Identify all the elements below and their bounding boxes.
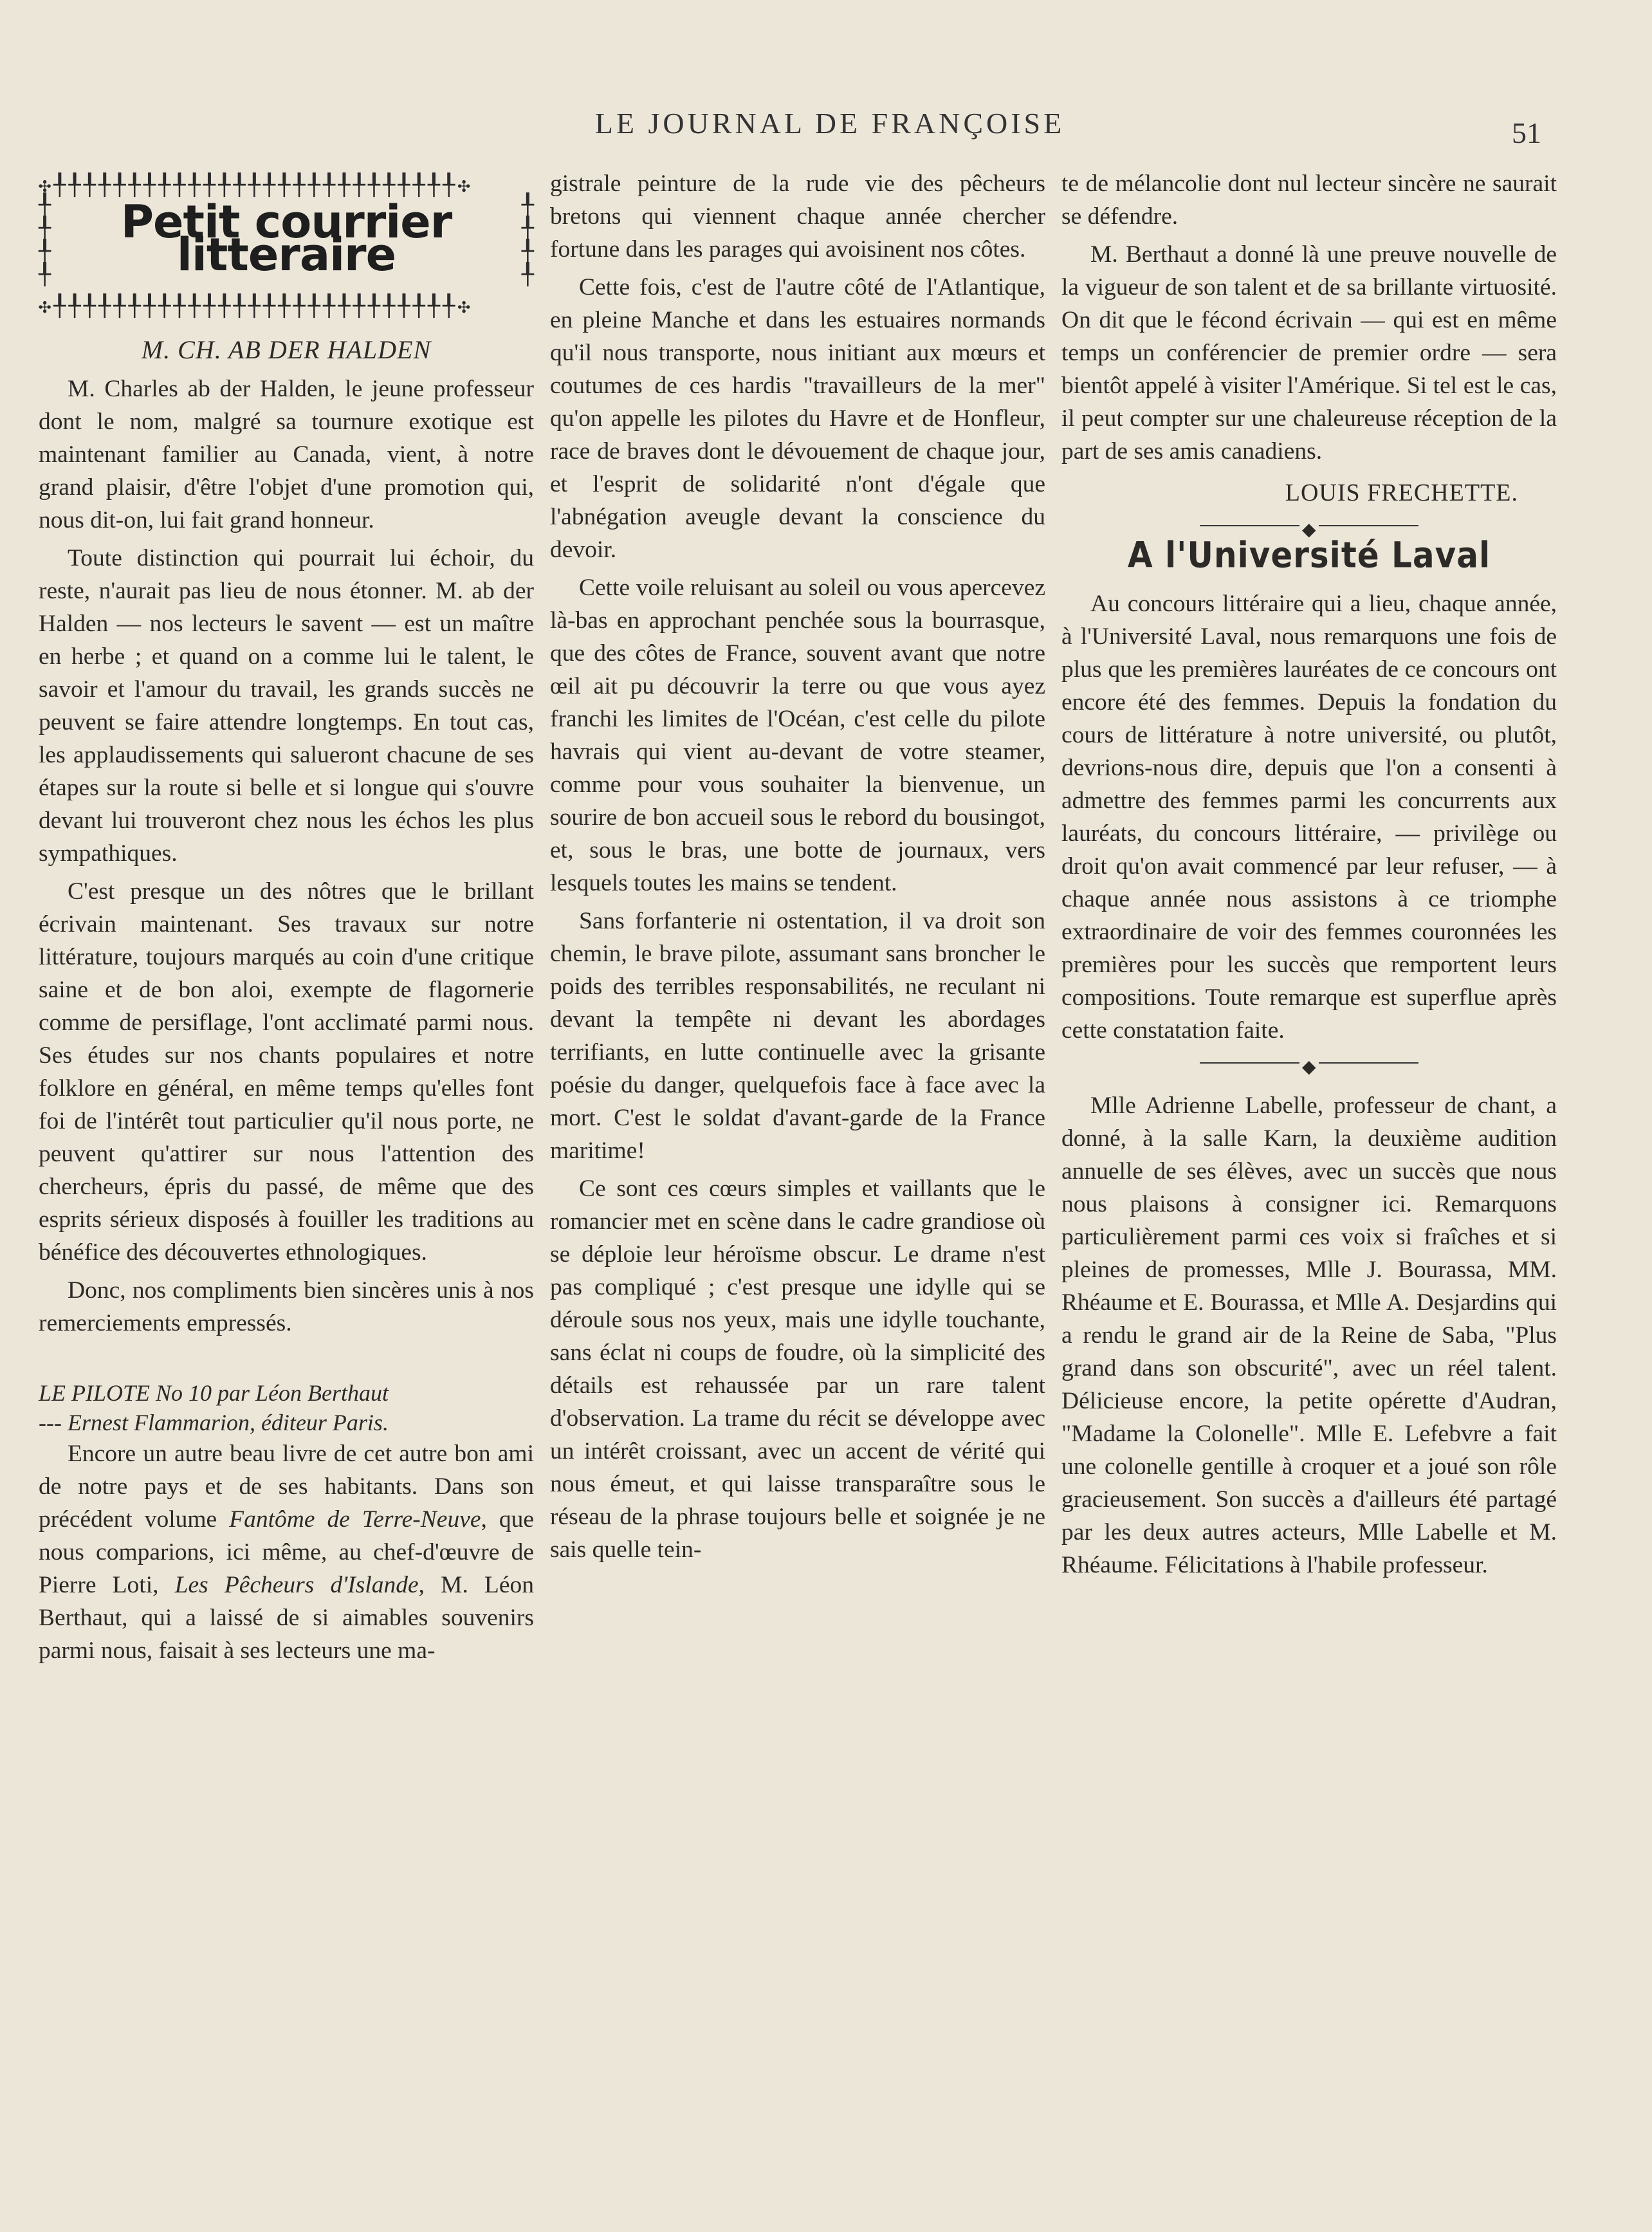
column-2 [550,167,1045,1566]
paragraph: gistrale peinture de la rude vie des pêcheurs bretons qui viennent chaque année chercher fortune dans les parages qui avoisinent nos côtes. [550,171,1045,263]
paragraph: M. Berthaut a donné là une preuve nouvelle de la vigueur de son talent et de sa brillante virtuosité. On dit que le fécond écrivain — qui est en même temps un conférencier de premier ordre — sera bientôt appelé à visiter l'Amérique. Si tel est le cas, il peut compter sur une chaleureuse réception de la part de ses amis canadiens. [1061,241,1557,465]
ornament-divider [1200,1053,1418,1077]
page-number: 51 [1512,116,1541,149]
review-text-c: , M. Léon Berthaut, qui a laissé de si aimables souvenirs parmi nous, faisait à ses lecteurs une ma- [39,1572,534,1664]
diamond-ornament-icon: ◆ [1299,513,1319,546]
paragraph: Cette fois, c'est de l'autre côté de l'Atlantique, en pleine Manche et dans les estuaires normands qu'il nous transporte, nous initiant aux mœurs et coutumes de ces hardis "travailleurs de la mer" qu'on appelle les pilotes du Havre et de Honfleur, race de braves dont le dévouement de chaque jour, et l'esprit de solidarité n'ont d'égale que l'abnégation aveugle devant la conscience du devoir. [550,274,1045,563]
section-heading: Petit courrier litteraire [120,196,452,281]
review-heading-line-1: LE PILOTE No 10 par Léon Berthaut [39,1380,389,1406]
paragraph: Mlle Adrienne Labelle, professeur de chant, a donné, à la salle Karn, la deuxième audition annuelle de ses élèves, avec un succès que nous nous plaisons à consigner ici. Remarquons particulièrement parmi ces voix si fraîches et si pleines de promesses, Mlle J. Bourassa, MM. Rhéaume et E. Bourassa, et Mlle A. Desjardins qui a rendu le grand air de la Reine de Saba, "Plus grand dans son obscurité", avec un réel talent. Délicieuse encore, la petite opérette d'Audran, "Madame la Colonelle". Mlle E. Lefebvre a fait une colonelle gentille à croquer et a joué son rôle gracieusement. Son succès a d'ailleurs été partagé par les deux autres acteurs, Mlle Labelle et M. Rhéaume. Félicitations à l'habile professeur. [1061,1093,1557,1578]
paragraph: Sans forfanterie ni ostentation, il va droit son chemin, le brave pilote, assumant sans broncher le poids des terribles responsabilités, ne reculant ni devant la tempête ni devant les abordages terrifiants, en lutte continuelle avec la grisante poésie du danger, quelquefois face à face avec la mort. C'est le soldat d'avant-garde de la France maritime! [550,908,1045,1164]
column-1 [39,167,534,1667]
section-title-laval: A l'Université Laval [1127,535,1491,576]
author-signature: LOUIS FRECHETTE. [1285,479,1518,506]
paragraph: Toute distinction qui pourrait lui échoir, du reste, n'aurait pas lieu de nous étonner. M. ab der Halden — nos lecteurs le savent — est un maître en herbe ; et quand on a comme lui le talent, le savoir et l'amour du travail, les grands succès ne peuvent se faire attendre longtemps. En tout cas, les applaudissements qui salueront chacune de ses étapes sur la route si belle et si longue qui s'ouvre devant lui trouveront chez nous les échos les plus sympathiques. [39,545,534,867]
paragraph: te de mélancolie dont nul lecteur sincère ne saurait se défendre. [1061,171,1557,230]
ornament-border-bottom: ✣╀╀╀╀╀╀╀╀╀╀╀╀╀╀╀╀╀╀╀╀╀╀╀╀╀╀╀✣ [39,293,473,318]
article-subheading: M. CH. AB DER HALDEN [141,335,432,364]
book-title: Les Pêcheurs d'Islande [174,1572,419,1598]
diamond-ornament-icon: ◆ [1299,1051,1319,1084]
review-heading-line-2: --- Ernest Flammarion, éditeur Paris. [39,1410,389,1435]
paragraph: M. Charles ab der Halden, le jeune professeur dont le nom, malgré sa tournure exotique est maintenant familier au Canada, vient, à notre grand plaisir, d'être l'objet d'une promotion qui, nous dit-on, lui fait grand honneur. [39,376,534,533]
paragraph: Au concours littéraire qui a lieu, chaque année, à l'Université Laval, nous remarquons une fois de plus que les premières lauréates de ce concours ont encore été des femmes. Depuis la fondation du cours de littérature à notre université, ou plutôt, devrions-nous dire, depuis que l'on a consenti à admettre des femmes parmi les concurrents aux lauréats, du concours littéraire, — privilège ou droit qu'on avait commencé par leur refuser, — à chaque année nous assistons à ce triomphe extraordinaire de voir des femmes couronnées les premières pour les succès que remportent leurs compositions. Toute remarque est superflue après cette constatation faite. [1061,591,1557,1044]
review-heading [39,1378,534,1437]
running-head: LE JOURNAL DE FRANÇOISE [594,107,1065,140]
paragraph: Cette voile reluisant au soleil ou vous apercevez là-bas en approchant penchée sous la bourrasque, que des côtes de France, souvent avant que notre œil ait pu découvrir la terre ou que vous ayez franchi les limites de l'Océan, c'est celle du pilote havrais qui vient au-devant de votre steamer, comme pour vous souhaiter la bienvenue, un sourire de bon accueil sous le rebord du bousingot, et, sous le bras, une botte de journaux, vers lesquels toutes les mains se tendent. [550,575,1045,896]
ornament-border-top: ✣╀╀╀╀╀╀╀╀╀╀╀╀╀╀╀╀╀╀╀╀╀╀╀╀╀╀╀✣ [39,172,473,197]
review-paragraph [39,1437,534,1667]
paragraph: C'est presque un des nôtres que le brillant écrivain maintenant. Ses travaux sur notre littérature, toujours marqués au coin d'une critique saine et de bon aloi, exempte de flagornerie comme de persiflage, l'ont acclimaté parmi nous. Ses études sur nos chants populaires et notre folklore en général, en même temps qu'elles font foi de l'intérêt tout particulier qu'il nous porte, ne peuvent qu'attirer sur nous l'attention des chercheurs, épris du passé, de même que des esprits sérieux disposés à fouiller les traditions au bénéfice des découvertes ethnologiques. [39,878,534,1266]
ornament-border-left: ╀ ╀ ╀ ╀ [39,192,51,286]
review-text-a: Encore un autre beau livre de cet autre bon ami de notre pays et de ses habitants. Dans son précédent volume [39,1441,534,1533]
paragraph: Donc, nos compliments bien sincères unis à nos remerciements empressés. [39,1277,534,1336]
review-text-b: , que nous comparions, ici même, au chef-d'œuvre de Pierre Loti, [39,1506,534,1598]
paragraph: Ce sont ces cœurs simples et vaillants que le romancier met en scène dans le cadre grandiose où se déploie leur héroïsme obscur. Le drame n'est pas compliqué ; c'est presque une idylle qui se déroule sous nos yeux, mais une idylle touchante, sans éclat ni coups de foudre, où la simplicité des détails est rehaussée par un rare talent d'observation. La trame du récit se développe avec un intérêt croissant, avec un accent de vérité qui nous émeut, et qui laisse transparaître sous le réseau de la phrase toujours belle et soignée je ne sais quelle tein- [550,1176,1045,1563]
book-title: Fantôme de Terre-Neuve [229,1506,481,1533]
ornament-divider [1200,516,1418,540]
ornamental-heading-frame [39,167,534,322]
column-3 [1061,167,1557,1582]
ornament-border-right: ╀ ╀ ╀ ╀ [521,192,534,286]
